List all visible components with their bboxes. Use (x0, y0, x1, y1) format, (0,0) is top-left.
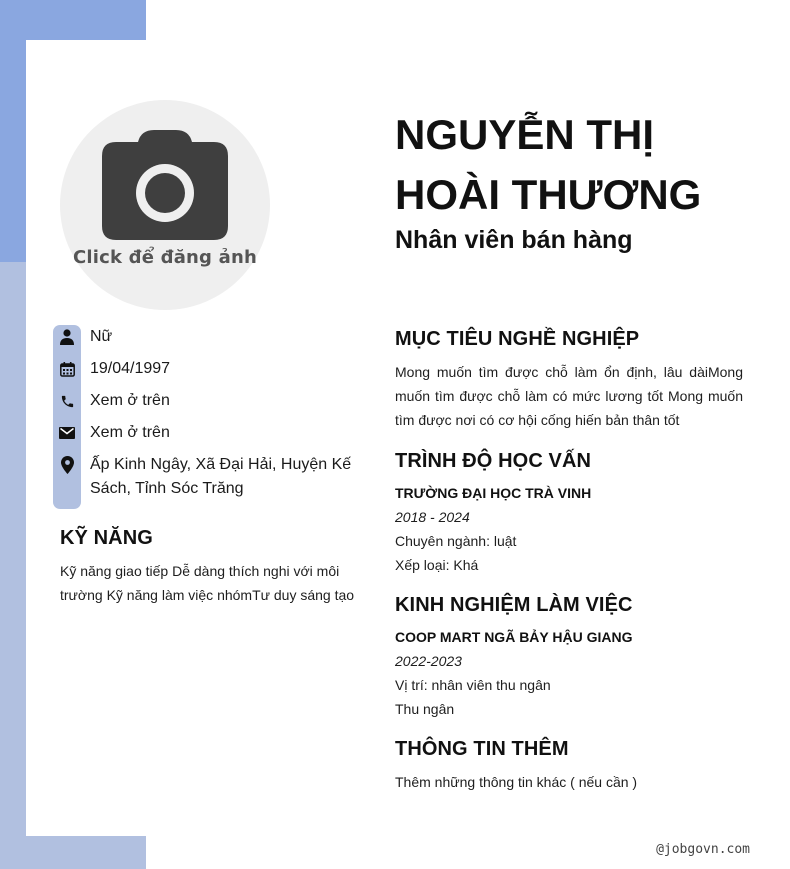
education-years: 2018 - 2024 (395, 509, 470, 525)
skills-heading: KỸ NĂNG (60, 527, 153, 549)
watermark: @jobgovn.com (656, 842, 750, 857)
education-major: Chuyên ngành: luật (395, 533, 517, 549)
photo-upload[interactable] (60, 100, 270, 310)
objective-heading: MỤC TIÊU NGHỀ NGHIỆP (395, 328, 640, 350)
location-pin-icon (61, 456, 74, 474)
experience-description: Thu ngân (395, 701, 455, 717)
additional-heading: THÔNG TIN THÊM (395, 738, 569, 760)
skills-text: Kỹ năng giao tiếp Dễ dàng thích nghi với môi trường Kỹ năng làm việc nhómTư duy sáng tạo (60, 563, 355, 603)
job-title: Nhân viên bán hàng (395, 226, 633, 254)
contact-address (53, 453, 363, 501)
contact-phone (53, 389, 363, 413)
experience-position: Vị trí: nhân viên thu ngân (395, 677, 551, 693)
address-value: Ấp Kinh Ngây, Xã Đại Hải, Huyện Kế Sách, Tỉnh Sóc Trăng (90, 456, 352, 497)
experience-company: COOP MART NGÃ BẢY HẬU GIANG (395, 629, 633, 645)
education-heading: TRÌNH ĐỘ HỌC VẤN (395, 450, 592, 472)
experience-years: 2022-2023 (395, 653, 462, 669)
calendar-icon (60, 362, 75, 377)
experience-heading: KINH NGHIỆM LÀM VIỆC (395, 594, 633, 616)
education-entry (395, 481, 745, 577)
mail-icon (59, 427, 75, 439)
photo-upload-label: Click để đăng ảnh (73, 247, 257, 268)
contact-gender (53, 325, 363, 349)
contact-email (53, 421, 363, 445)
person-icon (60, 329, 74, 345)
objective-text: Mong muốn tìm được chỗ làm ổn định, lâu dàiMong muốn tìm được chỗ làm có mức lương tốt Mong muốn tìm được nơi có cơ hội cống hiến bản thân tốt (395, 364, 743, 428)
phone-value: Xem ở trên (90, 392, 170, 409)
birthday-value: 19/04/1997 (90, 360, 171, 377)
accent-block-bottom (0, 836, 146, 869)
gender-value: Nữ (90, 328, 113, 345)
education-school: TRƯỜNG ĐẠI HỌC TRÀ VINH (395, 485, 592, 501)
candidate-name: NGUYỄN THỊ HOÀI THƯƠNG (395, 111, 702, 218)
phone-icon (60, 394, 75, 409)
experience-entry (395, 625, 745, 721)
camera-icon (102, 130, 228, 242)
email-value: Xem ở trên (90, 424, 170, 441)
education-grade: Xếp loại: Khá (395, 557, 479, 573)
contact-birthday (53, 357, 363, 381)
accent-strip-left (0, 262, 26, 869)
additional-text: Thêm những thông tin khác ( nếu cần ) (395, 774, 638, 790)
